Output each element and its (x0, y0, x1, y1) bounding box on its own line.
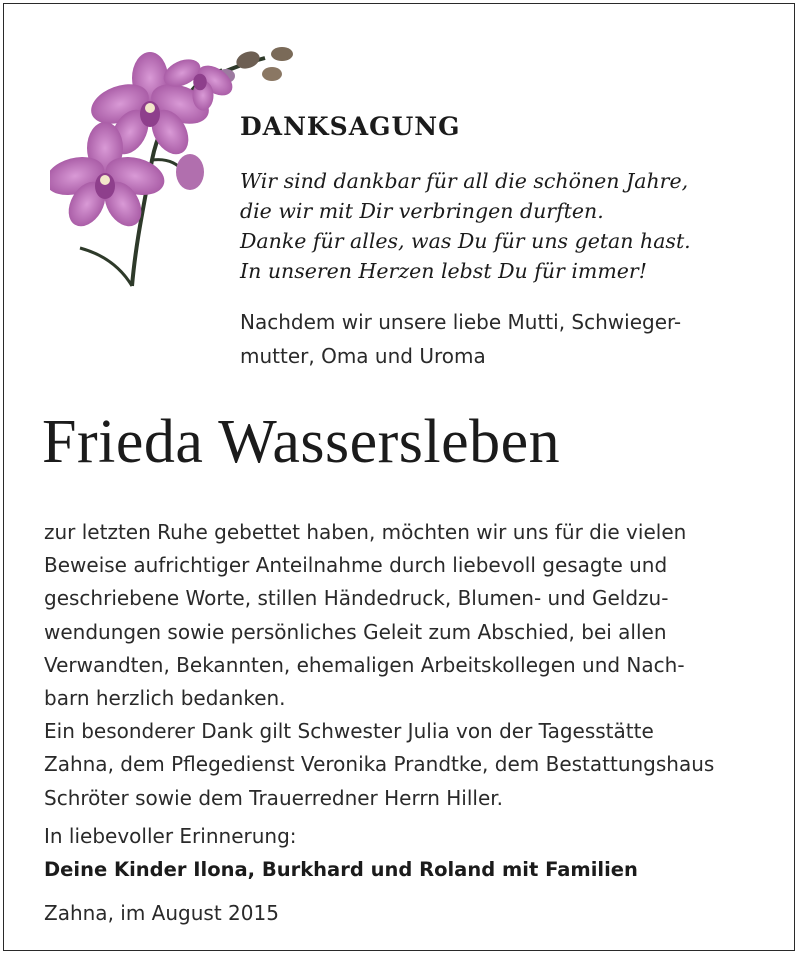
deceased-name: Frieda Wassersleben (42, 408, 561, 476)
poem-line: Danke für alles, was Du für uns getan hast. (240, 229, 691, 253)
body-line: zur letzten Ruhe gebettet haben, möchten wir uns für die vielen (44, 520, 687, 544)
body-line: Schröter sowie dem Trauerredner Herrn Hiller. (44, 785, 504, 810)
family-signature: Deine Kinder Ilona, Burkhard und Roland mit Familien (44, 858, 638, 881)
memory-line: In liebevoller Erinnerung: (44, 824, 297, 848)
body-line: Beweise aufrichtiger Anteilnahme durch liebevoll gesagte und (44, 553, 668, 578)
poem-block (240, 166, 691, 286)
body-line: Verwandten, Bekannten, ehemaligen Arbeitskollegen und Nach- (44, 652, 685, 677)
body-line: Ein besonderer Dank gilt Schwester Julia von der Tagesstätte (44, 719, 654, 744)
place-date: Zahna, im August 2015 (44, 901, 279, 925)
intro-line: Nachdem wir unsere liebe Mutti, Schwieger- (240, 310, 682, 334)
body-line: Zahna, dem Pflegedienst Veronika Prandtke, dem Bestattungshaus (44, 752, 715, 777)
intro-line: mutter, Oma und Uroma (240, 344, 486, 368)
body-text (44, 516, 714, 815)
body-line: barn herzlich bedanken. (44, 685, 286, 710)
body-line: geschriebene Worte, stillen Händedruck, Blumen- und Geldzu- (44, 586, 669, 611)
body-line: wendungen sowie persönliches Geleit zum Abschied, bei allen (44, 619, 667, 644)
poem-line: In unseren Herzen lebst Du für immer! (240, 259, 647, 283)
poem-line: die wir mit Dir verbringen durften. (240, 199, 604, 223)
notice-heading: DANKSAGUNG (240, 112, 461, 141)
intro-text (240, 305, 681, 373)
poem-line: Wir sind dankbar für all die schönen Jahre, (240, 169, 689, 193)
memory-block (44, 820, 638, 886)
